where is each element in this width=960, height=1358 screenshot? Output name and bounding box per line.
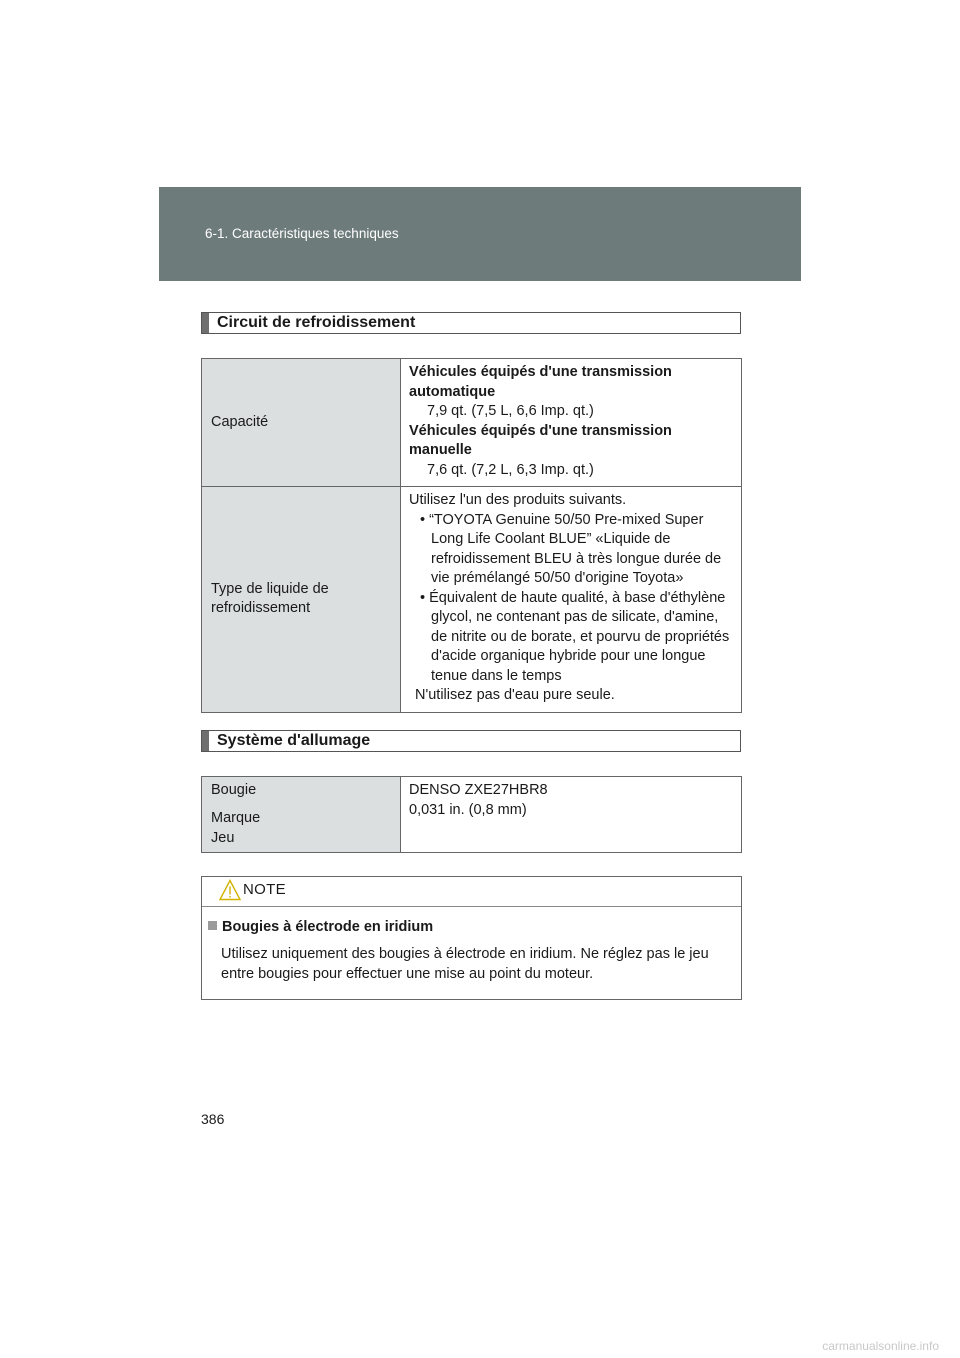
note-heading [208,919,433,935]
coolant-note: N'utilisez pas d'eau pure seule. [415,687,615,703]
chapter-header-band [159,187,801,281]
section-title-text: Système d'allumage [217,732,371,749]
note-header [202,877,741,907]
list-item: • “TOYOTA Genuine 50/50 Pre-mixed Super Long Life Coolant BLUE” «Liquide de refroidissement BLEU à très longue durée de vie prémélangé 50/50 d'origine Toyota» [420,511,722,586]
spark-plug-label: Bougie [211,781,257,798]
note-body: Utilisez uniquement des bougies à électrode en iridium. Ne réglez pas le jeu entre bougies pour effectuer une mise au point du moteur. [221,946,709,982]
capacity-value [401,359,742,487]
coolant-type-label: Type de liquide de refroidissement [202,487,401,713]
manual-transmission-heading: Véhicules équipés d'une transmission manuelle [409,422,672,458]
breadcrumb: 6-1. Caractéristiques techniques [205,226,399,241]
manual-transmission-value: 7,6 qt. (7,2 L, 6,3 Imp. qt.) [427,461,594,478]
ignition-spec-table [201,776,742,853]
section-title-text: Circuit de refroidissement [217,314,416,331]
spark-plug-values [401,777,742,853]
coolant-intro: Utilisez l'un des produits suivants. [409,492,627,508]
brand-value: DENSO ZXE27HBR8 [409,782,548,798]
gap-value: 0,031 in. (0,8 mm) [409,801,527,818]
spark-plug-labels [202,777,401,853]
table-row [202,359,742,487]
table-row [202,777,742,853]
warning-triangle-icon [219,879,241,906]
section-title-ignition [201,730,741,752]
section-accent [202,731,209,751]
watermark: carmanualsonline.info [822,1339,939,1353]
square-bullet-icon [208,921,217,930]
coolant-type-value [401,487,742,713]
list-item: • Équivalent de haute qualité, à base d'éthylène glycol, ne contenant pas de silicate, d'amine, de nitrite ou de borate, et pourvu de propriétés d'acide organique hybride pour une longue tenue dans le temps [420,589,730,684]
section-title-cooling [201,312,741,334]
note-box [201,876,742,1000]
table-row [202,487,742,713]
section-accent [202,313,209,333]
capacity-label: Capacité [202,359,401,487]
note-label: NOTE [243,881,286,898]
page-number: 386 [201,1111,225,1127]
auto-transmission-heading: Véhicules équipés d'une transmission automatique [409,364,672,400]
cooling-spec-table [201,358,742,713]
auto-transmission-value: 7,9 qt. (7,5 L, 6,6 Imp. qt.) [427,403,594,419]
brand-label: Marque [211,810,261,827]
gap-label: Jeu [211,829,235,846]
note-heading-text: Bougies à électrode en iridium [222,919,434,935]
